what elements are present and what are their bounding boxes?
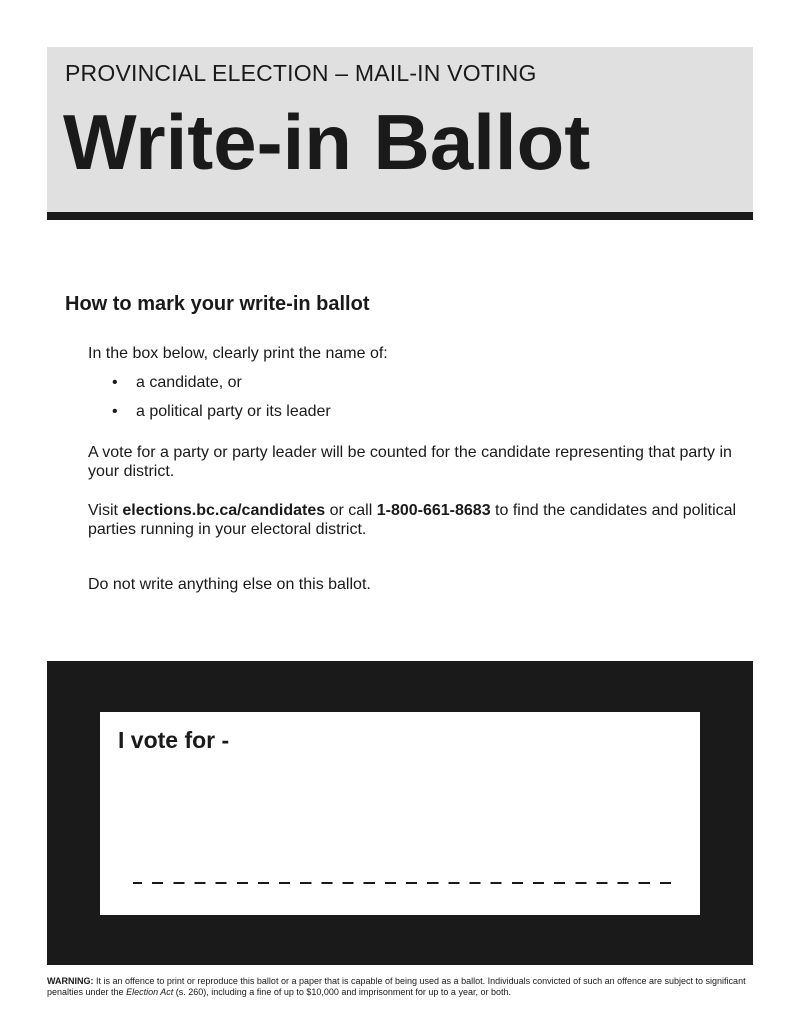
lookup-middle: or call [325,502,377,519]
lookup-suffix: to find the candidates and political parties running in your electoral district. [88,502,737,538]
act-name: Election Act [126,987,174,997]
list-item [88,372,738,401]
header-rule [47,212,753,220]
bullet-icon: • [112,374,118,391]
legal-warning [47,976,753,998]
bullet-text: a candidate, or [136,374,242,391]
instructions-intro: In the box below, clearly print the name of: [88,345,388,362]
vote-label: I vote for - [118,727,230,753]
bullet-text: a political party or its leader [136,403,331,420]
list-item [88,401,738,430]
caution-text: Do not write anything else on this ballot. [88,576,371,593]
vote-frame [47,661,753,965]
warning-text-end: (s. 260), including a fine of up to $10,000 and imprisonment for up to a year, or both. [173,987,511,997]
party-note: A vote for a party or party leader will be counted for the candidate representing that party in your district. [88,444,732,480]
candidate-lookup [88,501,738,539]
bullet-icon: • [112,403,118,420]
instruction-bullets [88,372,738,430]
lookup-prefix: Visit [88,502,123,519]
ballot-title: Write-in Ballot [63,98,591,186]
ballot-header [47,47,753,212]
write-in-box[interactable] [100,712,700,915]
write-in-line[interactable] [133,882,673,884]
phone-number: 1-800-661-8683 [376,502,491,519]
instructions-heading: How to mark your write-in ballot [65,293,370,315]
warning-text: It is an offence to print or reproduce this ballot or a paper that is capable of being used as a ballot. Individuals convicted of such an offence are subject to significant penalties under the [47,976,746,997]
warning-lead: WARNING: [47,976,94,986]
election-kicker: PROVINCIAL ELECTION – MAIL-IN VOTING [65,60,537,86]
candidates-link[interactable]: elections.bc.ca/candidates [122,502,326,519]
